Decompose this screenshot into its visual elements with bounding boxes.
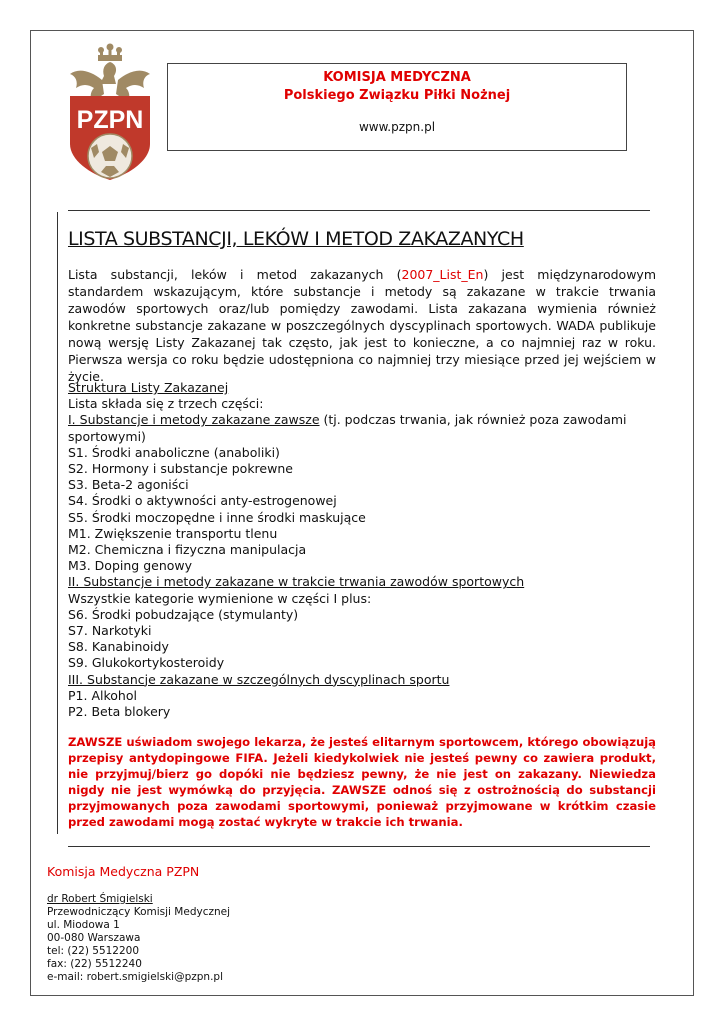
section1-title: I. Substancje i metody zakazane zawsze [68, 412, 320, 428]
crown-icon [98, 44, 122, 62]
contact-city: 00-080 Warszawa [47, 932, 141, 944]
warning-paragraph: ZAWSZE uświadom swojego lekarza, że jesteś elitarnym sportowcem, którego obowiązują przepisy antydopingowe FIFA. Jeżeli kiedykolwiek nie jesteś pewny co zawiera produkt, nie przyjmuj/bierz go dopóki nie będziesz pewny, że nie jest on zakazany. Niewiedza nigdy nie jest wymówką do przyjęcia. ZAWSZE odnoś się z ostrożnością do substancji przyjmowanych poza zawodami sportowymi, ponieważ przyjmowane w krótkim czasie przed zawodami mogą zostać wykryte w trakcie ich trwania. [68, 735, 656, 829]
list-item: P2. Beta blokery [68, 704, 171, 720]
structure-subheading: Lista składa się z trzech części: [68, 396, 264, 412]
list-item: P1. Alkohol [68, 687, 137, 703]
header-box [167, 63, 627, 151]
football-icon [88, 134, 132, 178]
contact-fax: fax: (22) 5512240 [47, 958, 142, 970]
list-item: S1. Środki anaboliczne (anaboliki) [68, 444, 280, 460]
header-org-line1: KOMISJA MEDYCZNA [323, 70, 471, 85]
intro-list-link[interactable]: 2007_List_En [401, 267, 484, 282]
footer-org: Komisja Medyczna PZPN [47, 864, 200, 879]
contact-role: Przewodniczący Komisji Medycznej [47, 906, 231, 918]
list-item: M3. Doping genowy [68, 558, 193, 574]
section3-title: III. Substancje zakazane w szczególnych dyscyplinach sportu [68, 671, 450, 687]
list-item: S8. Kanabinoidy [68, 639, 169, 655]
structure-heading: Struktura Listy Zakazanej [68, 380, 229, 395]
list-item: S7. Narkotyki [68, 623, 152, 639]
bottom-divider [68, 846, 650, 847]
top-divider [68, 210, 650, 211]
list-item: S3. Beta-2 agoniści [68, 477, 189, 493]
contact-block [47, 893, 230, 984]
list-item: S9. Glukokortykosteroidy [68, 655, 225, 671]
intro-paragraph [68, 266, 656, 385]
section2-intro: Wszystkie kategorie wymienione w części I plus: [68, 590, 372, 606]
list-item: M1. Zwiększenie transportu tlenu [68, 525, 278, 541]
list-item: S2. Hormony i substancje pokrewne [68, 461, 293, 477]
section1-note: (tj. podczas trwania, jak również poza zawodami sportowymi) [68, 412, 627, 444]
header-title [168, 69, 626, 105]
contact-street: ul. Miodowa 1 [47, 919, 120, 931]
list-item: S6. Środki pobudzające (stymulanty) [68, 606, 299, 622]
list-item: S5. Środki moczopędne i inne środki maskujące [68, 509, 366, 525]
section2-title: II. Substancje i metody zakazane w trakcie trwania zawodów sportowych [68, 574, 525, 590]
header-org-line2: Polskiego Związku Piłki Nożnej [283, 88, 511, 103]
left-margin-bar [57, 212, 58, 834]
pzpn-logo [64, 40, 156, 185]
intro-text-before: Lista substancji, leków i metod zakazanych ( [68, 267, 402, 282]
document-title: LISTA SUBSTANCJI, LEKÓW I METOD ZAKAZANYCH [68, 228, 524, 250]
contact-email[interactable]: e-mail: robert.smigielski@pzpn.pl [47, 971, 223, 983]
logo-text: PZPN [76, 106, 144, 134]
contact-name: dr Robert Śmigielski [47, 893, 153, 905]
list-item: S4. Środki o aktywności anty-estrogenowej [68, 493, 337, 509]
structure-section [68, 380, 656, 720]
list-item: M2. Chemiczna i fizyczna manipulacja [68, 542, 307, 558]
intro-text-after: ) jest międzynarodowym standardem wskazującym, które substancje i metody są zakazane w trakcie trwania zawodów sportowych oraz/lub pomiędzy zawodami. Lista zakazana wymienia również konkretne substancje zakazane w poszczególnych dyscyplinach sportowych. WADA publikuje nową wersję Listy Zakazanej tak często, jak jest to konieczne, a co najmniej raz w roku. Pierwsza wersja co roku będzie udostępniona co najmniej trzy miesiące przed jej wejściem w życie. [68, 267, 656, 384]
contact-tel: tel: (22) 5512200 [47, 945, 140, 957]
header-website[interactable]: www.pzpn.pl [358, 120, 436, 134]
